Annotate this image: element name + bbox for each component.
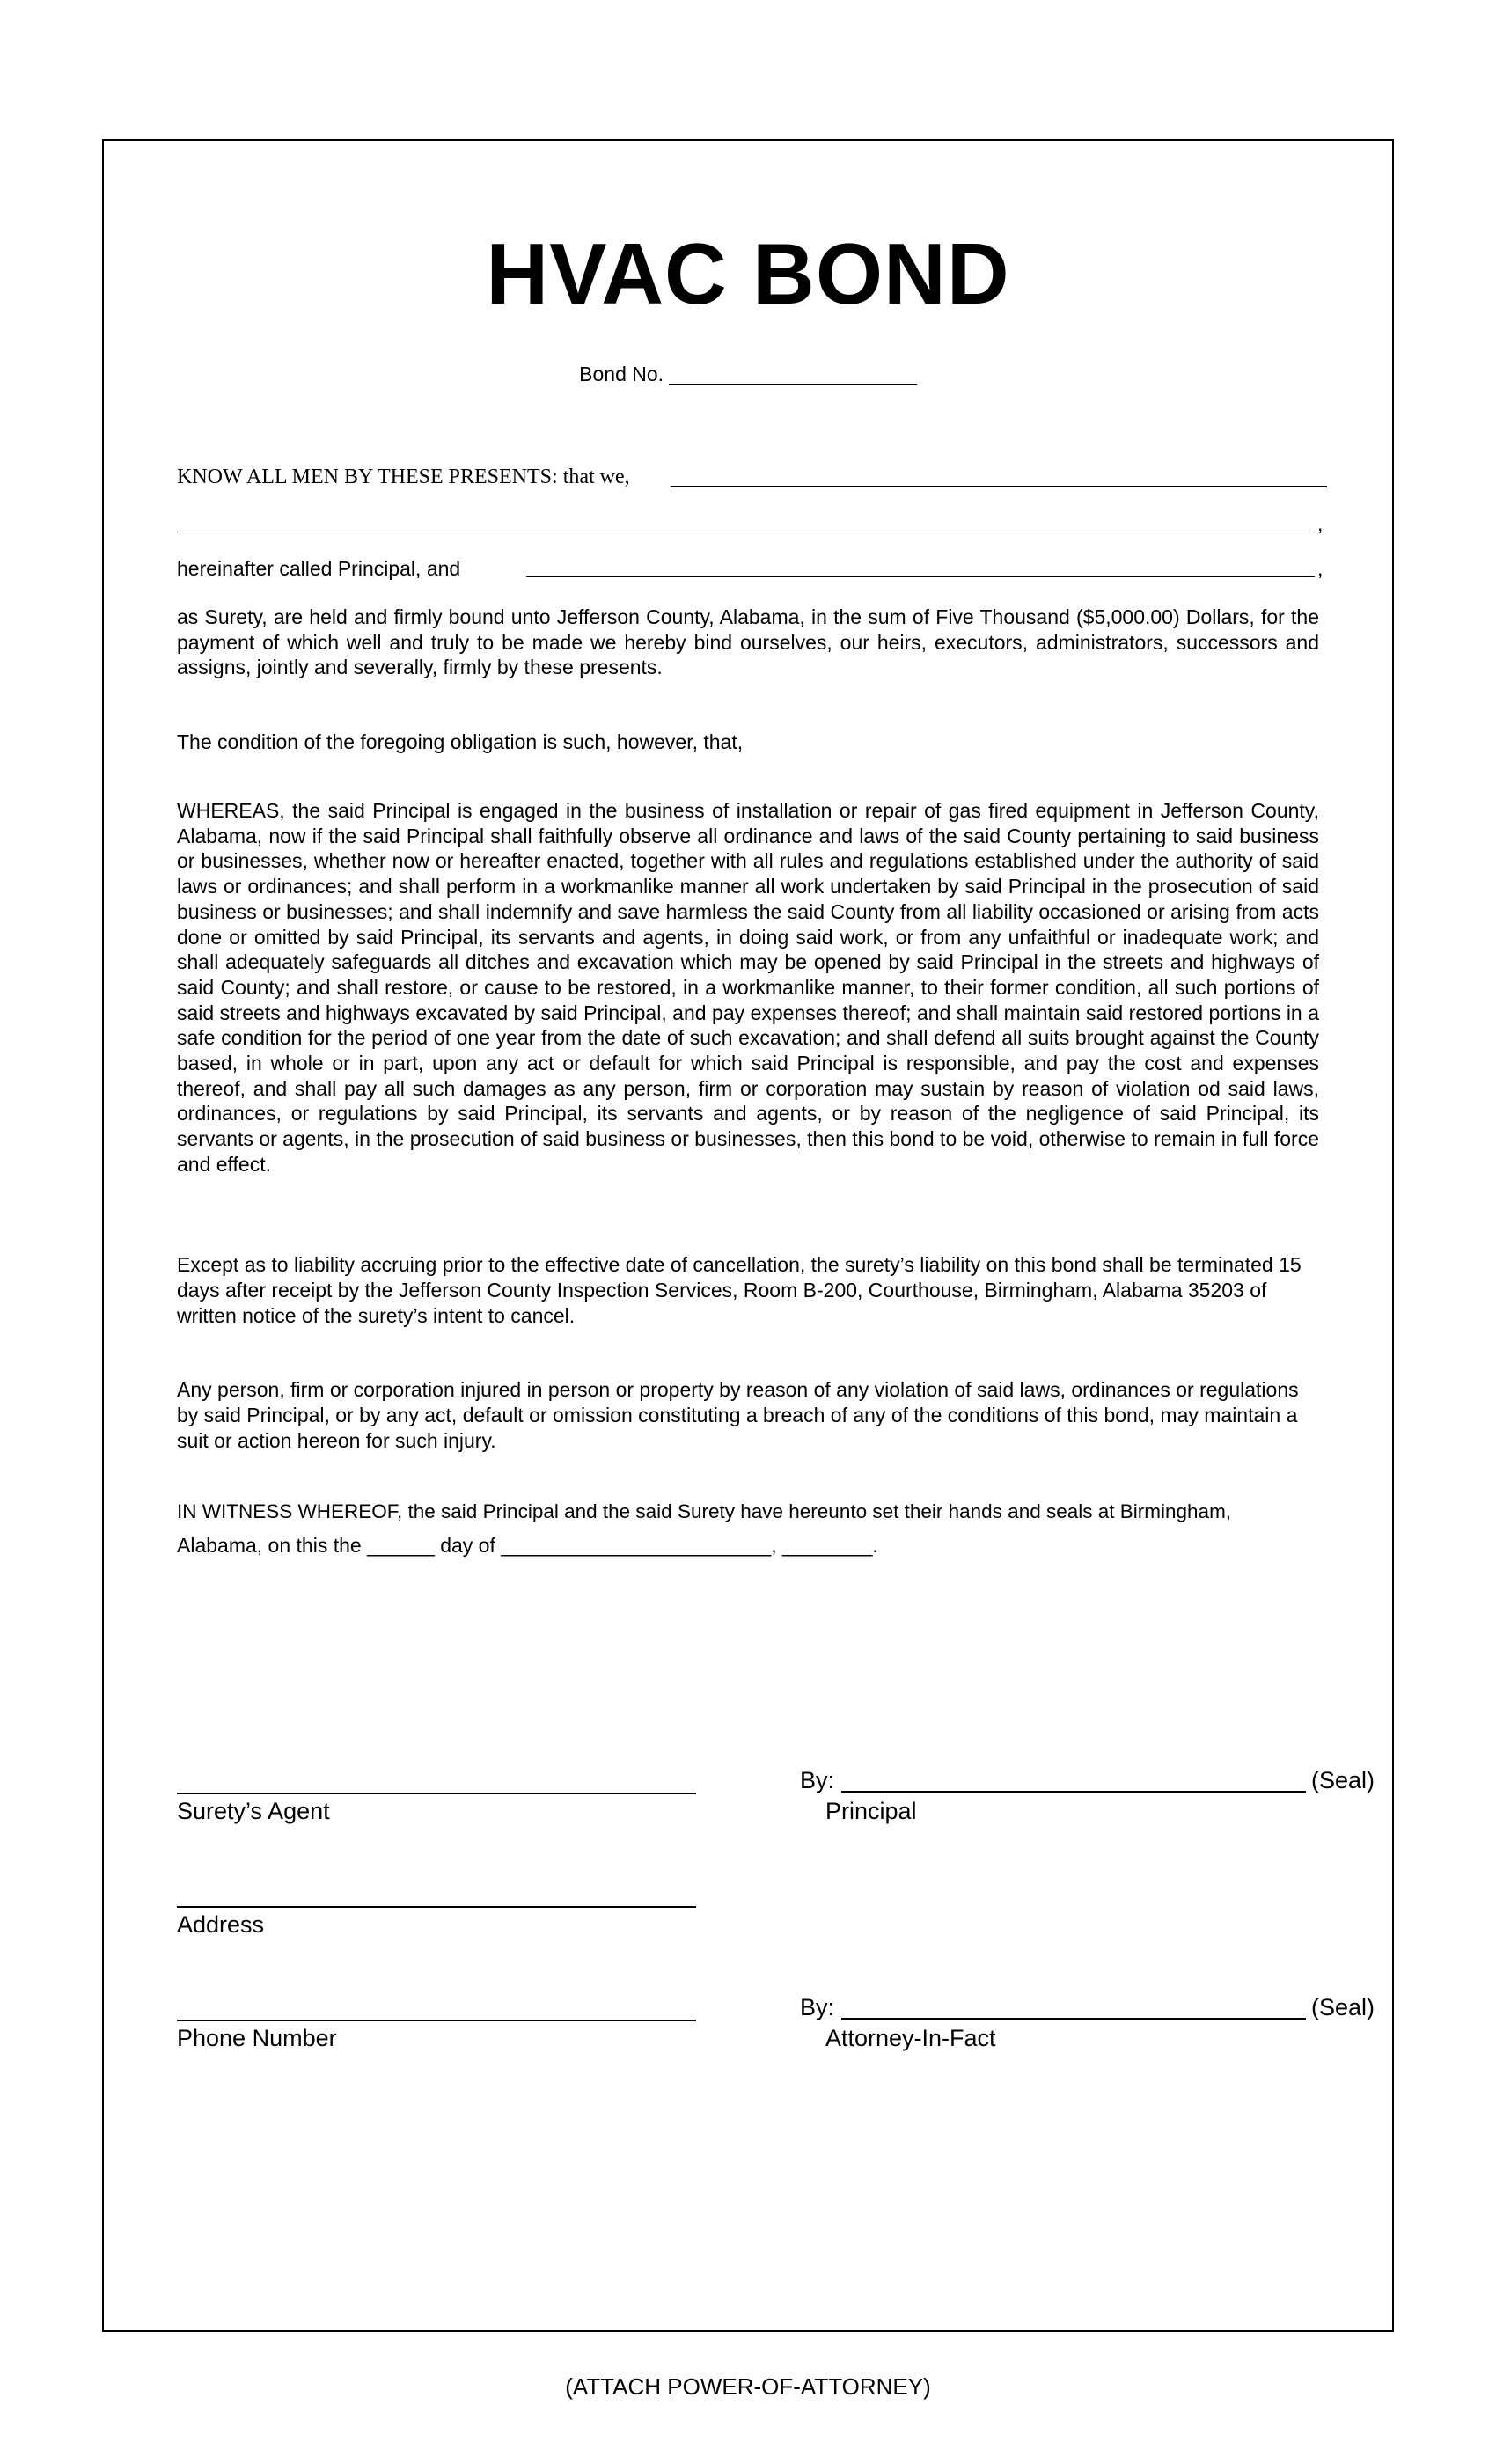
except-paragraph: Except as to liability accruing prior to the effective date of cancellation, the surety’s liability on this bond shall be terminated 15 days after receipt by the Jefferson County Inspection Services, Room B-200, Courthouse, Birmingham, Alabama 35203 of written notice of the surety’s intent to cancel. (177, 1253, 1302, 1327)
by-label-attorney: By: (800, 1994, 835, 2020)
comma: , (1317, 557, 1324, 580)
surety-paragraph: as Surety, are held and firmly bound unto Jefferson County, Alabama, in the sum of Five Thousand ($5,000.00) Dollars, for the payment of which well and truly to be made we hereby bind ourselves, our heirs, executors, administrators, successors and assigns, jointly and severally, firmly by these presents. (177, 605, 1319, 679)
page-title: HVAC BOND (486, 225, 1010, 322)
phone-signature-line[interactable] (177, 2020, 696, 2021)
by-label-principal: By: (800, 1767, 835, 1793)
any-person-paragraph: Any person, firm or corporation injured in person or property by reason of any violation of said laws, ordinances or regulations by said Principal, or by any act, default or omission constituting a breach of any of the conditions of this bond, may maintain a suit or action hereon for such injury. (177, 1378, 1299, 1452)
principal-line-label: hereinafter called Principal, and (177, 557, 461, 580)
sureties-agent-label: Surety’s Agent (177, 1798, 330, 1824)
witness-date-line[interactable]: Alabama, on this the ______ day of ________________________, ________. (177, 1534, 878, 1557)
footer-note: (ATTACH POWER-OF-ATTORNEY) (565, 2373, 931, 2400)
condition-paragraph: The condition of the foregoing obligation is such, however, that, (177, 730, 744, 753)
know-all-label: KNOW ALL MEN BY THESE PRESENTS: that we, (177, 466, 630, 488)
principal-label: Principal (825, 1798, 917, 1824)
whereas-paragraph: WHEREAS, the said Principal is engaged in the business of installation or repair of gas fired equipment in Jefferson County, Alabama, now if the said Principal shall faithfully observe all ordinance and laws of the said County pertaining to said business or businesses, whether now or hereafter enacted, together with all rules and regulations established under the authority of said laws or ordinances; and shall perform in a workmanlike manner all work undertaken by said Principal in the prosecution of said business or businesses; and shall indemnify and save harmless the said County from all liability occasioned or arising from acts done or omitted by said Principal, its servants and agents, in doing said work, or from any unfaithful or inadequate work; and shall adequately safeguards all ditches and excavation which may be opened by said Principal in the streets and highways of said County; and shall restore, or cause to be restored, in a workmanlike manner, to their former condition, all such portions of said streets and highways excavated by said Principal, and pay expenses thereof; and shall maintain said restored portions in a safe condition for the period of one year from the date of such excavation; and shall defend all suits brought against the County based, in whole or in part, upon any act or default for which said Principal is responsible, and pay the cost and expenses thereof, and shall pay all such damages as any person, firm or corporation may sustain by reason of violation od said laws, ordinances, or regulations by said Principal, its servants and agents, or by reason of the negligence of said Principal, its servants or agents, in the prosecution of said business or businesses, then this bond to be void, otherwise to remain in full force and effect. (177, 799, 1319, 1176)
phone-label: Phone Number (177, 2025, 337, 2051)
surety-name-blank[interactable] (526, 576, 1315, 577)
sureties-agent-signature-line[interactable] (177, 1793, 696, 1794)
comma: , (1317, 512, 1324, 535)
bond-number-field[interactable]: Bond No. ______________________ (579, 363, 917, 385)
seal-label-attorney: (Seal) (1311, 1994, 1375, 2020)
attorney-in-fact-label: Attorney-In-Fact (825, 2025, 996, 2051)
seal-label-principal: (Seal) (1311, 1767, 1375, 1793)
principal-signature-line[interactable] (841, 1791, 1306, 1793)
address-signature-line[interactable] (177, 1906, 696, 1908)
witness-line-1: IN WITNESS WHEREOF, the said Principal and the said Surety have hereunto set their hands and seals at Birmingham, (177, 1500, 1232, 1522)
address-label: Address (177, 1911, 265, 1938)
principal-name-blank[interactable] (671, 486, 1327, 487)
attorney-signature-line[interactable] (841, 2018, 1306, 2020)
